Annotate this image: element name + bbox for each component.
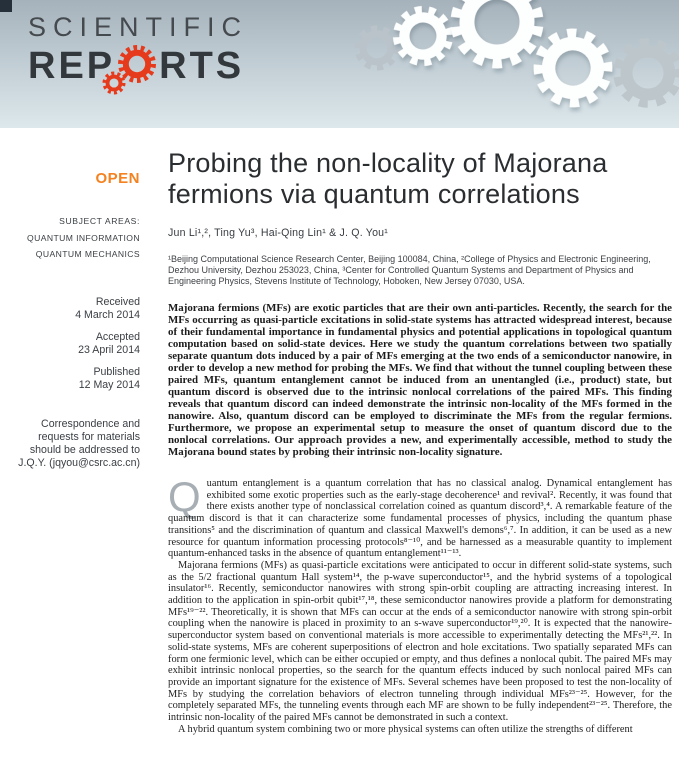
authors-line: Jun Li¹,², Ting Yu³, Hai-Qing Lin¹ & J. Q. You¹ (168, 227, 389, 239)
subject-area-item: QUANTUM INFORMATION (27, 233, 140, 243)
published-date-group (0, 366, 140, 392)
page-corner-mark (0, 0, 12, 12)
gear-icon (606, 31, 679, 115)
intro-paragraph (168, 473, 672, 560)
subject-area-item: QUANTUM MECHANICS (35, 248, 140, 259)
body-paragraph: A hybrid quantum system combining two or more physical systems can often utilize the strengths of different (178, 723, 633, 735)
page-title: Probing the non-locality of Majorana fermions via quantum correlations (168, 148, 608, 209)
journal-name-line2-left: REP (28, 45, 116, 87)
dropcap-letter: Q (168, 473, 201, 520)
published-date: 12 May 2014 (78, 379, 140, 391)
accepted-label: Accepted (95, 331, 140, 343)
received-label: Received (95, 296, 140, 308)
affiliations: ¹Beijing Computational Science Research Center, Beijing 100084, China, ²College of Physics and Electronic Engineering, Dezhou University, Dezhou 253023, China, ³Center for Controlled Quantum Systems and Department of Physics and Engineering Physics, Stevens Institute of Technology, Hoboken, New Jersey 07030, USA. (168, 254, 651, 286)
header-banner (0, 0, 679, 128)
journal-name-line1: SCIENTIFIC (28, 12, 249, 42)
subject-areas (0, 216, 140, 264)
published-label: Published (93, 366, 140, 378)
abstract: Majorana fermions (MFs) are exotic particles that are their own anti-particles. Recently, the search for the MFs occurring as quasi-particle excitations in solid-state systems has attracted widespread interest, because of their fundamental importance in fundamental physics and potential applications in topological quantum computation based on solid-state devices. Here we study the quantum correlations between two spatially separate quantum dots induced by a pair of MFs emerging at the two ends of a semiconductor nanowire, in order to develop a new method for probing the MFs. We find that without the tunnel coupling between these paired MFs, quantum entanglement cannot be induced from an unentangled (i.e., product) state, but quantum discord is observed due to the intrinsic nonlocal correlations of the paired MFs. This finding reveals that quantum discord can indeed demonstrate the intrinsic non-locality of the MFs formed in the nanowire. Also, quantum discord can be employed to discriminate the MFs from the regular fermions. Furthermore, we propose an experimental setup to measure the onset of quantum discord due to the nonlocal correlations. Our approach provides a new, and experimentally accessible, method to study the Majorana bound states by probing their intrinsic non-locality signature. (168, 302, 672, 458)
intro-paragraph-text: uantum entanglement is a quantum correlation that has no classical analog. Dynamical entanglement has exhibited some exotic properties such as the early-stage decoherence¹ and revival². Recently, it was found that there exists another type of nonclassical correlation coined as quantum discord³,⁴. A remarkable feature of the quantum discord is that it can characterize some fundamental processes of physics, including the quantum phase transitions⁵ and the discrimination of quantum and classical Maxwell's demons⁶,⁷. In addition, it can be used as a new resource for quantum information processing protocols⁸⁻¹⁰, and be harnessed as a measurable quantity to implement quantum-enhanced tasks in the absence of quantum entanglement¹¹⁻¹³. (168, 478, 672, 560)
gear-icon (102, 71, 126, 95)
journal-name-line2-right: RTS (159, 45, 245, 87)
article-main-column (168, 128, 672, 777)
accepted-date-group (0, 331, 140, 357)
article-body (168, 473, 672, 735)
subject-areas-label: SUBJECT AREAS: (59, 216, 140, 226)
received-date-group (0, 296, 140, 322)
correspondence-note: Correspondence and requests for materials should be addressed to J.Q.Y. (jqyou@csrc.ac.cn) (18, 418, 140, 469)
accepted-date: 23 April 2014 (78, 344, 140, 356)
header-gear-decoration (339, 0, 679, 128)
received-date: 4 March 2014 (75, 309, 140, 321)
article-dates (0, 296, 140, 401)
journal-name-line2 (28, 44, 248, 88)
open-access-badge: OPEN (95, 170, 140, 187)
journal-logo (28, 12, 248, 88)
article-sidebar (0, 128, 140, 777)
body-paragraph: Majorana fermions (MFs) as quasi-particle excitations were anticipated to occur in different solid-state systems, such as the 5/2 fractional quantum Hall system¹⁴, the p-wave superconductor¹⁵, and the hybrid systems of a topological insulator¹⁶. Recently, semiconductor nanowires with strong spin-orbit coupling are attracting increasing interest. In addition to the application in spin-orbit qubit¹⁷,¹⁸, these semiconductor nanowires provide a platform for demonstrating MFs¹⁹⁻²². Theoretically, it is shown that MFs can occur at the ends of a semiconductor nanowire with strong spin-orbit coupling when the nanowire is placed in proximity to an s-wave superconductor¹⁹,²⁰. It is expected that the nanowire-superconductor system based on conventional materials is more accessible to experimentally detecting the MFs²¹,²². In solid-state systems, MFs are coherent superpositions of electron and hole excitations. Two spatially separated MFs can form one fermionic level, which can be either occupied or empty, and thus defines a nonlocal qubit. The paired MFs may exhibit intrinsic nonlocal properties, so the search for the quantum effects induced by such nonlocal paired MFs can provide an important signature for the existence of MFs. Several schemes have been proposed to test the non-locality of MFs by studying the correlation behaviors of electron tunneling through individual MFs²³⁻²⁵. However, for the completely separated MFs, the tunneling events through each MF are shown to be fully independent²³⁻²⁵. Therefore, the intrinsic non-locality of the paired MFs cannot be demonstrated in such a context. (168, 559, 672, 724)
logo-gear-group (117, 46, 157, 86)
